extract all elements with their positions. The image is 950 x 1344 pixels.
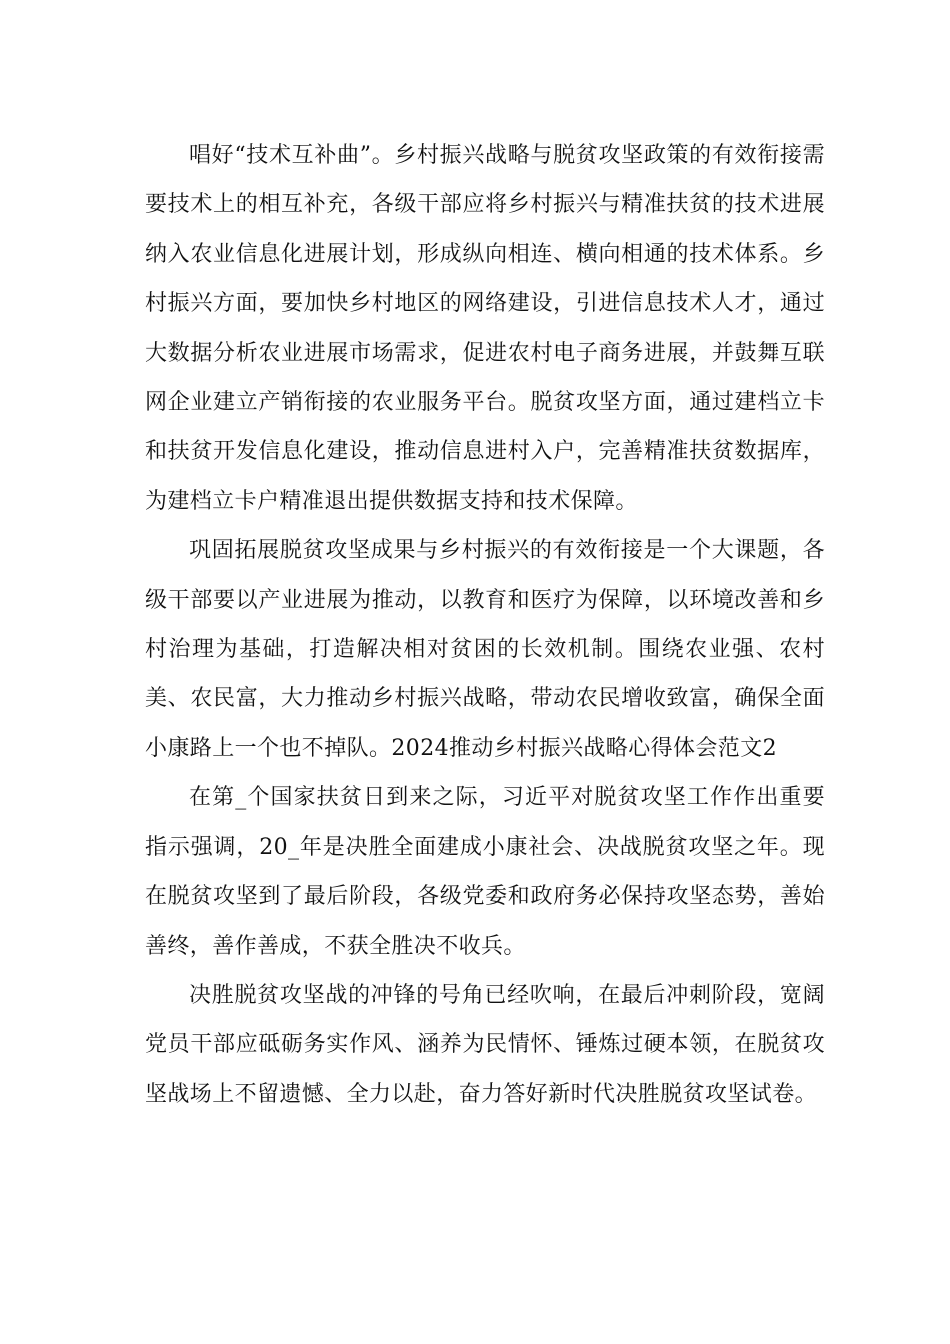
paragraph-final-sprint: 决胜脱贫攻坚战的冲锋的号角已经吹响，在最后冲刺阶段，宽阔党员干部应砥砺务实作风、涵养为民情怀、锤炼过硬本领，在脱贫攻坚战场上不留遗憾、全力以赴，奋力答好新时代决胜脱贫攻坚试卷。 — [145, 982, 825, 1107]
paragraph-poverty-day: 在第_个国家扶贫日到来之际，习近平对脱贫攻坚工作作出重要指示强调，20_年是决胜全面建成小康社会、决战脱贫攻坚之年。现在脱贫攻坚到了最后阶段，各级党委和政府务必保持攻坚态势，善始善终，善作善成，不获全胜决不收兵。 — [145, 785, 825, 959]
paragraph-tech-complement: 唱好“技术互补曲”。乡村振兴战略与脱贫攻坚政策的有效衔接需要技术上的相互补充，各级干部应将乡村振兴与精准扶贫的技术进展纳入农业信息化进展计划，形成纵向相连、横向相通的技术体系。乡村振兴方面，要加快乡村地区的网络建设，引进信息技术人才，通过大数据分析农业进展市场需求，促进农村电子商务进展，并鼓舞互联网企业建立产销衔接的农业服务平台。脱贫攻坚方面，通过建档立卡和扶贫开发信息化建设，推动信息进村入户，完善精准扶贫数据库，为建档立卡户精准退出提供数据支持和技术保障。 — [145, 143, 825, 514]
document-body — [145, 131, 825, 1119]
paragraph-consolidate-results: 巩固拓展脱贫攻坚成果与乡村振兴的有效衔接是一个大课题，各级干部要以产业进展为推动，以教育和医疗为保障，以环境改善和乡村治理为基础，打造解决相对贫困的长效机制。围绕农业强、农村美、农民富，大力推动乡村振兴战略，带动农民增收致富，确保全面小康路上一个也不掉队。2024推动乡村振兴战略心得体会范文2 — [145, 538, 825, 761]
